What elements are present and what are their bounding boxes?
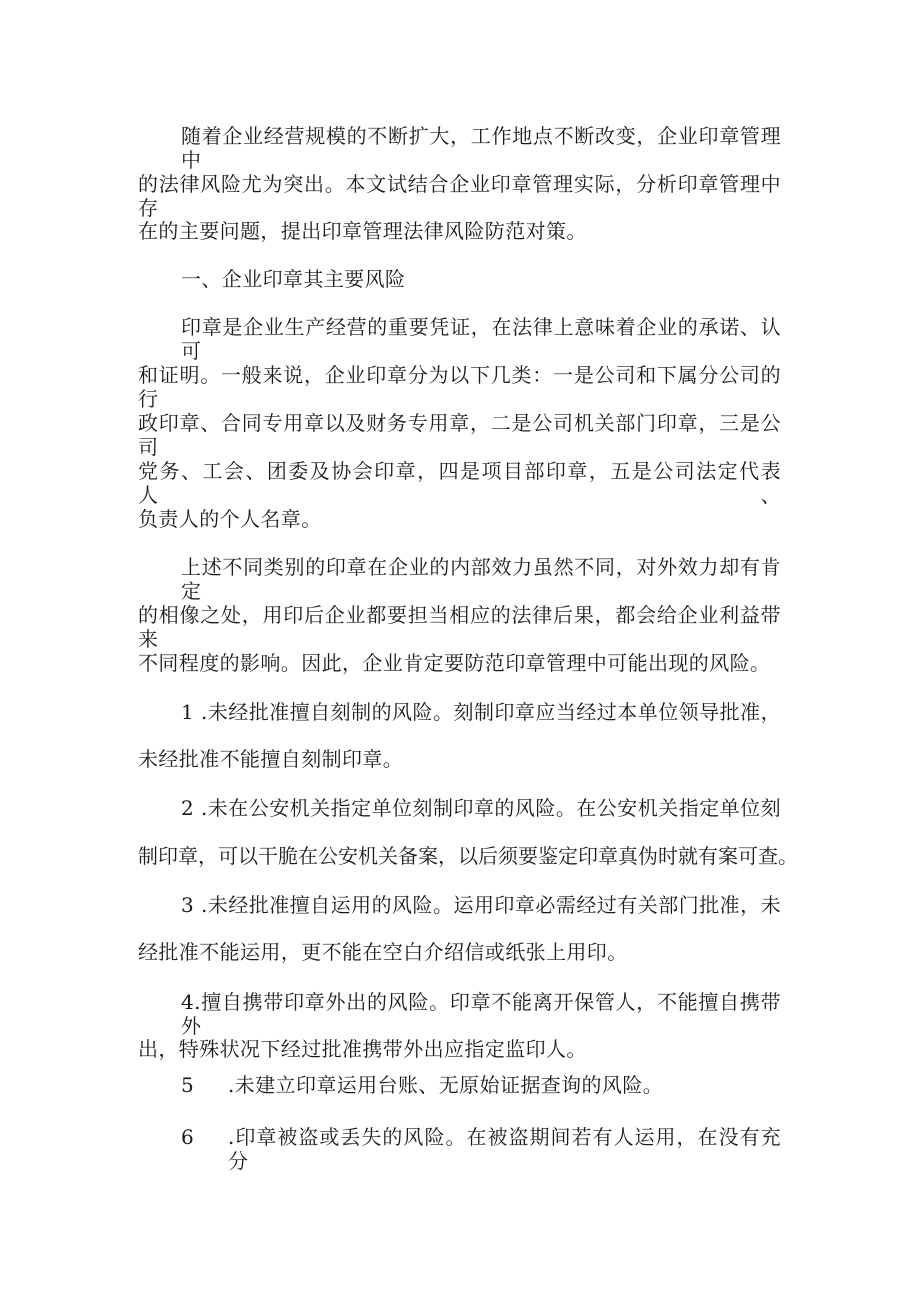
text-line: 1 .未经批准擅自刻制的风险。刻制印章应当经过本单位领导批准， bbox=[181, 700, 781, 724]
text-line: 和证明。一般来说，企业印章分为以下几类：一是公司和下属分公司的行 bbox=[138, 363, 781, 411]
list-number: 6 bbox=[181, 1125, 194, 1149]
text-line: 不同程度的影响。因此，企业肯定要防范印章管理中可能出现的风险。 bbox=[138, 651, 771, 675]
text-line: 2 .未在公安机关指定单位刻制印章的风险。在公安机关指定单位刻 bbox=[181, 796, 781, 820]
text-line: 出，特殊状况下经过批准携带外出应指定监印人。 bbox=[138, 1037, 587, 1061]
text-line: 4.擅自携带印章外出的风险。印章不能离开保管人，不能擅自携带外 bbox=[181, 990, 781, 1038]
text-line: 印章是企业生产经营的重要凭证，在法律上意味着企业的承诺、认可 bbox=[181, 315, 781, 363]
text-line: 上述不同类别的印章在企业的内部效力虽然不同，对外效力却有肯定 bbox=[181, 555, 781, 603]
text-line: 随着企业经营规模的不断扩大，工作地点不断改变，企业印章管理中 bbox=[181, 124, 781, 172]
text-line: 政印章、合同专用章以及财务专用章，二是公司机关部门印章，三是公司 bbox=[138, 411, 781, 459]
text-line: 的法律风险尤为突出。本文试结合企业印章管理实际，分析印章管理中存 bbox=[138, 172, 781, 220]
text-line: 制印章，可以干脆在公安机关备案，以后须要鉴定印章真伪时就有案可查。 bbox=[138, 844, 798, 868]
text-line: 的相像之处，用印后企业都要担当相应的法律后果，都会给企业利益带来 bbox=[138, 603, 781, 651]
text-line: .印章被盗或丢失的风险。在被盗期间若有人运用，在没有充分 bbox=[228, 1125, 781, 1173]
text-line: 3 .未经批准擅自运用的风险。运用印章必需经过有关部门批准，未 bbox=[181, 893, 781, 917]
list-number: 5 bbox=[181, 1073, 194, 1097]
text-line: 未经批准不能擅自刻制印章。 bbox=[138, 747, 404, 771]
text-line: 经批准不能运用，更不能在空白介绍信或纸张上用印。 bbox=[138, 940, 628, 964]
heading-text: 一、企业印章其主要风险 bbox=[181, 267, 406, 291]
text-line: .未建立印章运用台账、无原始证据查询的风险。 bbox=[228, 1073, 664, 1097]
text-line: 负责人的个人名章。 bbox=[138, 507, 322, 531]
text-line: 在的主要问题，提出印章管理法律风险防范对策。 bbox=[138, 219, 587, 243]
text-line: 党务、工会、团委及协会印章，四是项目部印章，五是公司法定代表人、 bbox=[138, 459, 781, 507]
